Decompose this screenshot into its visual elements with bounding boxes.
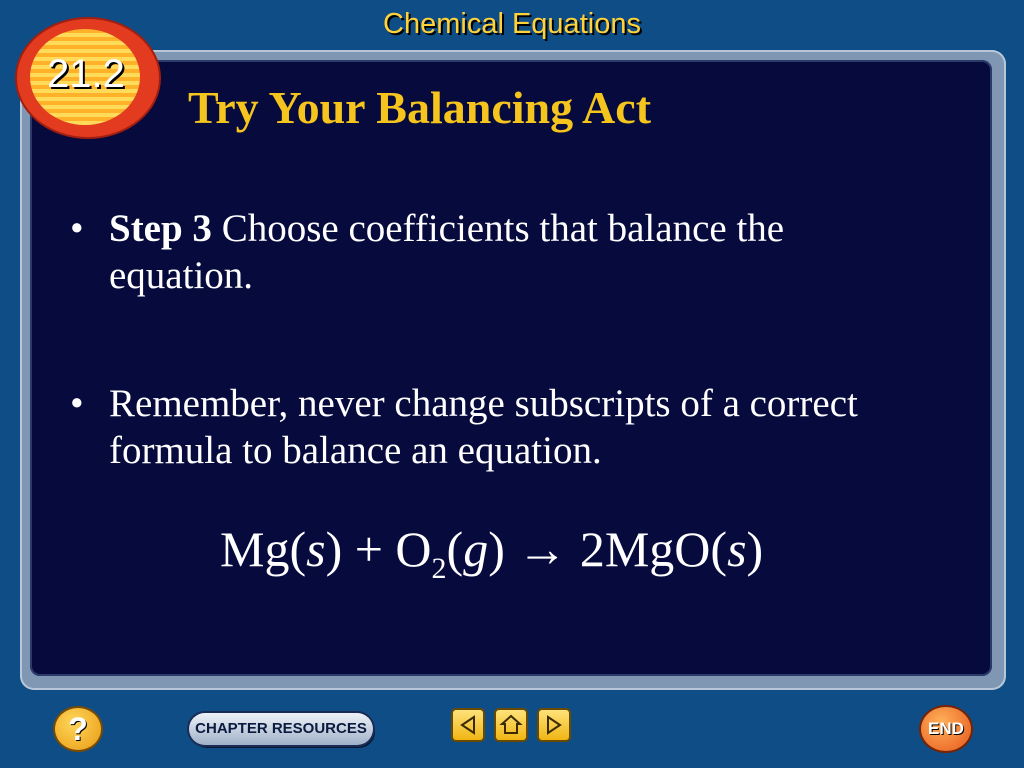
end-button[interactable]: END [921, 707, 971, 751]
bullet-text: Remember, never change subscripts of a correct formula to balance an equation. [109, 382, 858, 472]
previous-slide-button[interactable] [453, 710, 483, 740]
chemical-equation [220, 520, 763, 586]
bullet-body: Choose coefficients that balance the equation. [109, 207, 785, 297]
state-symbol: s [727, 521, 747, 577]
left-arrow-icon [453, 710, 483, 740]
bullet-marker: • [70, 382, 84, 425]
presentation-title: Chemical Equations [383, 8, 641, 40]
bullet-remember [70, 380, 930, 474]
equation-part: ( [446, 521, 464, 577]
slide-title: Try Your Balancing Act [188, 82, 652, 133]
state-symbol: g [463, 521, 489, 577]
equation-part: ) → 2MgO( [488, 521, 728, 577]
help-button[interactable]: ? [55, 708, 101, 750]
home-button[interactable] [496, 710, 526, 740]
equation-part: ) + O [325, 521, 432, 577]
right-arrow-icon [539, 710, 569, 740]
subscript: 2 [431, 552, 447, 585]
state-symbol: s [306, 521, 326, 577]
home-icon [496, 710, 526, 740]
bullet-text [109, 205, 930, 299]
next-slide-button[interactable] [539, 710, 569, 740]
chapter-resources-button[interactable]: CHAPTER RESOURCES [189, 713, 373, 745]
bullet-marker: • [70, 207, 84, 250]
section-number: 21.2 [47, 52, 125, 96]
bullet-bold-prefix: Step 3 [109, 207, 212, 250]
bullet-step-3 [70, 205, 930, 299]
equation-part: ) [746, 521, 764, 577]
equation-part: Mg( [220, 521, 307, 577]
